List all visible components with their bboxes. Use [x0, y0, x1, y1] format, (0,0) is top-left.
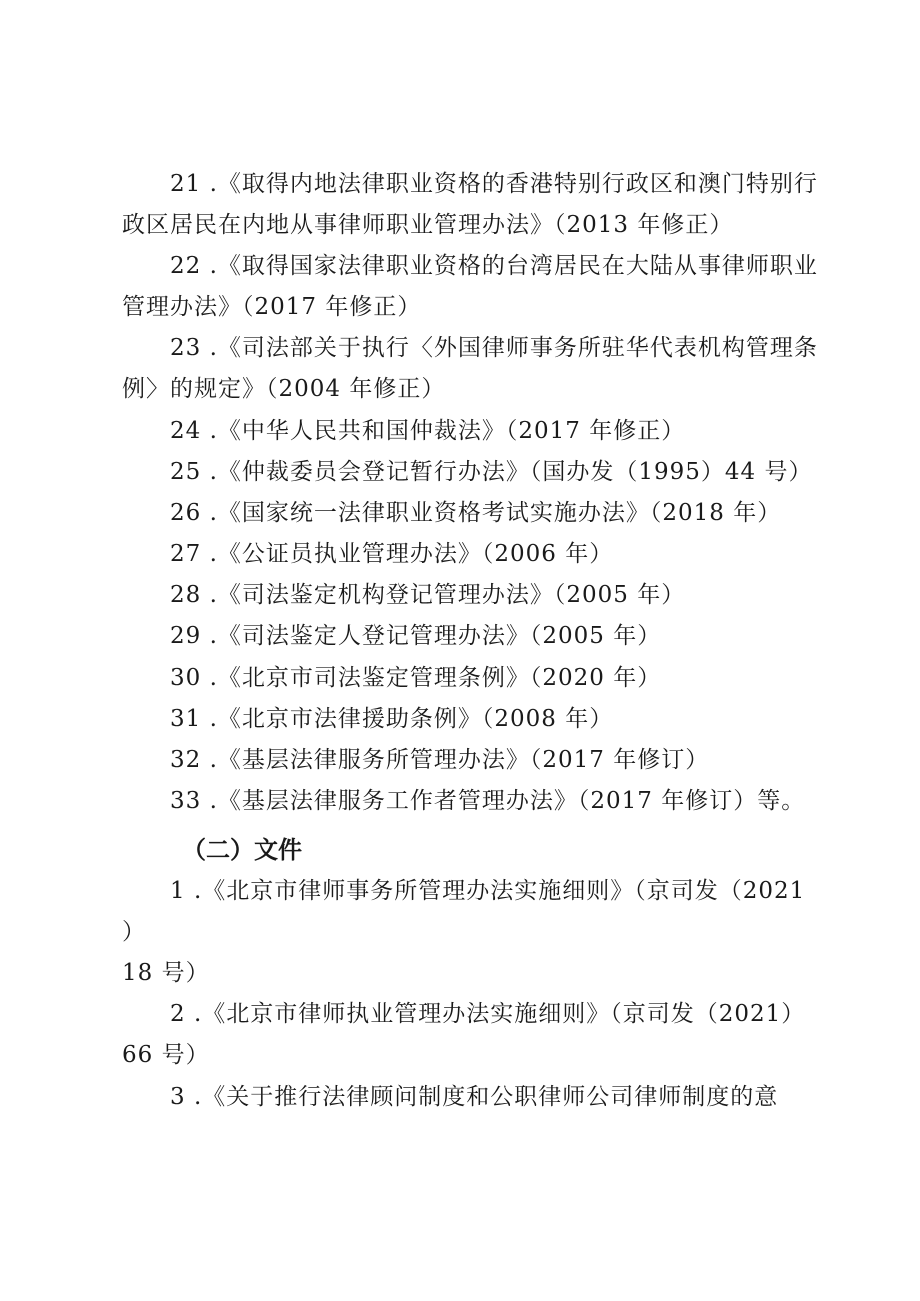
list-item-23-line-1: 23 .《司法部关于执行〈外国律师事务所驻华代表机构管理条: [170, 335, 818, 361]
list-item-23-line-2: 例〉的规定》（2004 年修正）: [122, 376, 446, 402]
list-item-29: 29 .《司法鉴定人登记管理办法》（2005 年）: [170, 623, 662, 649]
list-item-26: 26 .《国家统一法律职业资格考试实施办法》（2018 年）: [170, 500, 782, 526]
file-item-1-line-1: 1 .《北京市律师事务所管理办法实施细则》（京司发（2021: [170, 878, 806, 904]
file-item-2-line-2: 66 号）: [122, 1042, 210, 1068]
list-item-22-line-2: 管理办法》（2017 年修正）: [122, 294, 422, 320]
list-item-25: 25 .《仲裁委员会登记暂行办法》（国办发（1995）44 号）: [170, 459, 813, 485]
list-item-24: 24 .《中华人民共和国仲裁法》（2017 年修正）: [170, 418, 686, 444]
list-item-27: 27 .《公证员执业管理办法》（2006 年）: [170, 541, 614, 567]
section-heading: （二）文件: [182, 836, 302, 864]
list-item-31: 31 .《北京市法律援助条例》（2008 年）: [170, 706, 614, 732]
file-item-1-line-3: 18 号）: [122, 960, 210, 986]
list-item-28: 28 .《司法鉴定机构登记管理办法》（2005 年）: [170, 582, 686, 608]
list-item-33: 33 .《基层法律服务工作者管理办法》（2017 年修订）等。: [170, 788, 806, 814]
file-item-1-line-2: ）: [122, 919, 146, 945]
list-item-21-line-2: 政区居民在内地从事律师职业管理办法》（2013 年修正）: [122, 212, 734, 238]
list-item-21-line-1: 21 .《取得内地法律职业资格的香港特别行政区和澳门特别行: [170, 171, 818, 197]
file-item-2-line-1: 2 .《北京市律师执业管理办法实施细则》（京司发（2021）: [170, 1001, 806, 1027]
list-item-32: 32 .《基层法律服务所管理办法》（2017 年修订）: [170, 747, 710, 773]
file-item-3-line-1: 3 .《关于推行法律顾问制度和公职律师公司律师制度的意: [170, 1084, 779, 1110]
list-item-22-line-1: 22 .《取得国家法律职业资格的台湾居民在大陆从事律师职业: [170, 253, 818, 279]
list-item-30: 30 .《北京市司法鉴定管理条例》（2020 年）: [170, 665, 662, 691]
